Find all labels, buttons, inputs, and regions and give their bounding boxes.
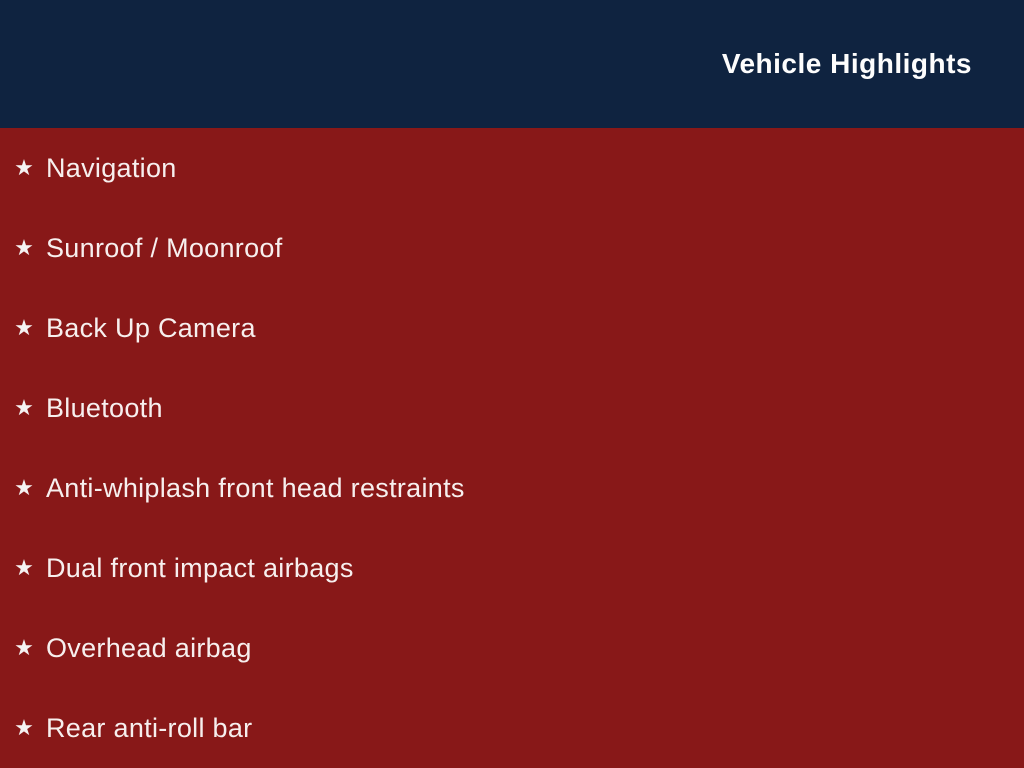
list-item	[0, 448, 1024, 528]
list-item	[0, 368, 1024, 448]
feature-label: Sunroof / Moonroof	[46, 232, 283, 263]
star-icon: ★	[14, 235, 34, 260]
star-icon: ★	[14, 635, 34, 660]
feature-label: Overhead airbag	[46, 632, 252, 663]
star-icon: ★	[14, 315, 34, 340]
page-title: Vehicle Highlights	[721, 48, 972, 79]
star-icon: ★	[14, 555, 34, 580]
feature-list	[0, 128, 1024, 768]
slide-header	[0, 0, 1024, 128]
feature-label: Navigation	[46, 152, 177, 183]
list-item	[0, 288, 1024, 368]
feature-label: Bluetooth	[46, 392, 163, 423]
list-item	[0, 208, 1024, 288]
star-icon: ★	[14, 715, 34, 740]
feature-label: Rear anti-roll bar	[46, 712, 253, 743]
list-item	[0, 128, 1024, 208]
feature-label: Back Up Camera	[46, 312, 256, 343]
star-icon: ★	[14, 475, 34, 500]
list-item	[0, 528, 1024, 608]
star-icon: ★	[14, 155, 34, 180]
feature-label: Anti-whiplash front head restraints	[46, 472, 465, 503]
list-item	[0, 688, 1024, 768]
star-icon: ★	[14, 395, 34, 420]
list-item	[0, 608, 1024, 688]
feature-label: Dual front impact airbags	[46, 552, 354, 583]
